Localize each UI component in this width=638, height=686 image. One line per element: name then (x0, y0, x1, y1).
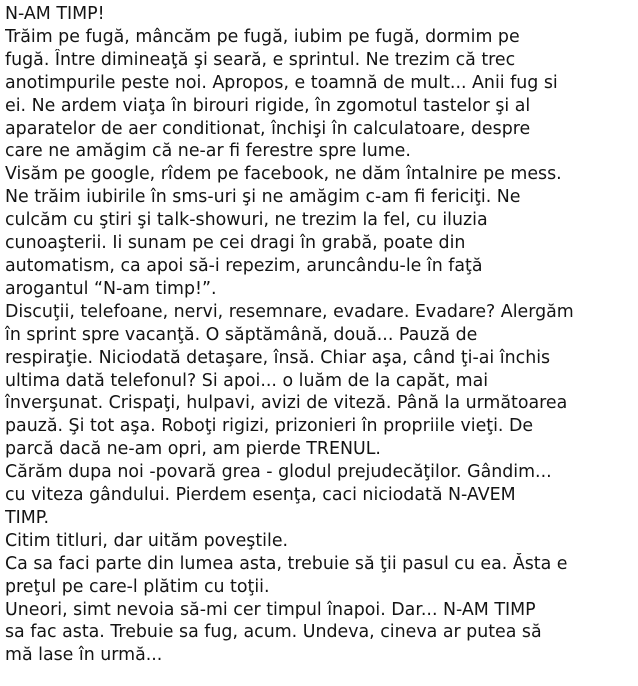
text-line: sa fac asta. Trebuie sa fug, acum. Undeva, cineva ar putea să (5, 622, 542, 643)
text-line: parcă dacă ne-am opri, am pierde TRENUL. (5, 439, 381, 460)
text-line: Citim titluri, dar uităm poveştile. (5, 530, 289, 551)
text-line: mă lase în urmă... (5, 645, 163, 666)
text-line: care ne amăgim că ne-ar fi ferestre spre lume. (5, 141, 411, 162)
text-line: Discuţii, telefoane, nervi, resemnare, evadare. Evadare? Alergăm (5, 301, 574, 322)
text-line: arogantul “N-am timp!”. (5, 278, 217, 299)
text-line: Visăm pe google, rîdem pe facebook, ne dăm întalnire pe mess. (5, 164, 562, 185)
text-line: Uneori, simt nevoia să-mi cer timpul înapoi. Dar... N-AM TIMP (5, 599, 536, 620)
text-line: TIMP. (5, 507, 50, 528)
text-line: înverşunat. Crispaţi, hulpavi, avizi de viteză. Până la următoarea (5, 393, 568, 414)
text-line: anotimpurile peste noi. Apropos, e toamnă de mult... Anii fug si (5, 72, 558, 93)
text-line: ei. Ne ardem viaţa în birouri rigide, în zgomotul tastelor şi al (5, 95, 531, 116)
text-line: cu viteza gândului. Pierdem esenţa, caci niciodată N-AVEM (5, 485, 516, 506)
text-line: aparatelor de aer conditionat, închişi în calculatoare, despre (5, 118, 531, 139)
text-line: automatism, ca apoi să-i repezim, aruncându-le în faţă (5, 255, 483, 276)
text-line: în sprint spre vacanţă. O săptămână, două... Pauză de (5, 324, 478, 345)
text-line: preţul pe care-l plătim cu toţii. (5, 576, 270, 597)
text-line: Ne trăim iubirile în sms-uri şi ne amăgim c-am fi fericiţi. Ne (5, 187, 521, 208)
text-line: Ca sa faci parte din lumea asta, trebuie să ţii pasul cu ea. Ăsta e (5, 553, 568, 574)
text-line: pauză. Şi tot aşa. Roboţi rigizi, prizonieri în propriile vieţi. De (5, 416, 534, 437)
text-line: fugă. Între dimineaţă şi seară, e sprintul. Ne trezim că trec (5, 49, 516, 70)
text-line: Trăim pe fugă, mâncăm pe fugă, iubim pe fugă, dormim pe (5, 26, 520, 47)
document-title: N-AM TIMP! (5, 4, 105, 24)
text-line: cunoaşterii. Ii sunam pe cei dragi în grabă, poate din (5, 233, 466, 254)
text-line: culcăm cu ştiri şi talk-showuri, ne trezim la fel, cu iluzia (5, 210, 488, 231)
text-line: Cărăm dupa noi -povară grea - glodul prejudecăţilor. Gândim... (5, 462, 552, 483)
text-line: respiraţie. Niciodată detaşare, însă. Chiar aşa, când ţi-ai închis (5, 347, 551, 368)
text-line: ultima dată telefonul? Si apoi... o luăm de la capăt, mai (5, 370, 489, 391)
